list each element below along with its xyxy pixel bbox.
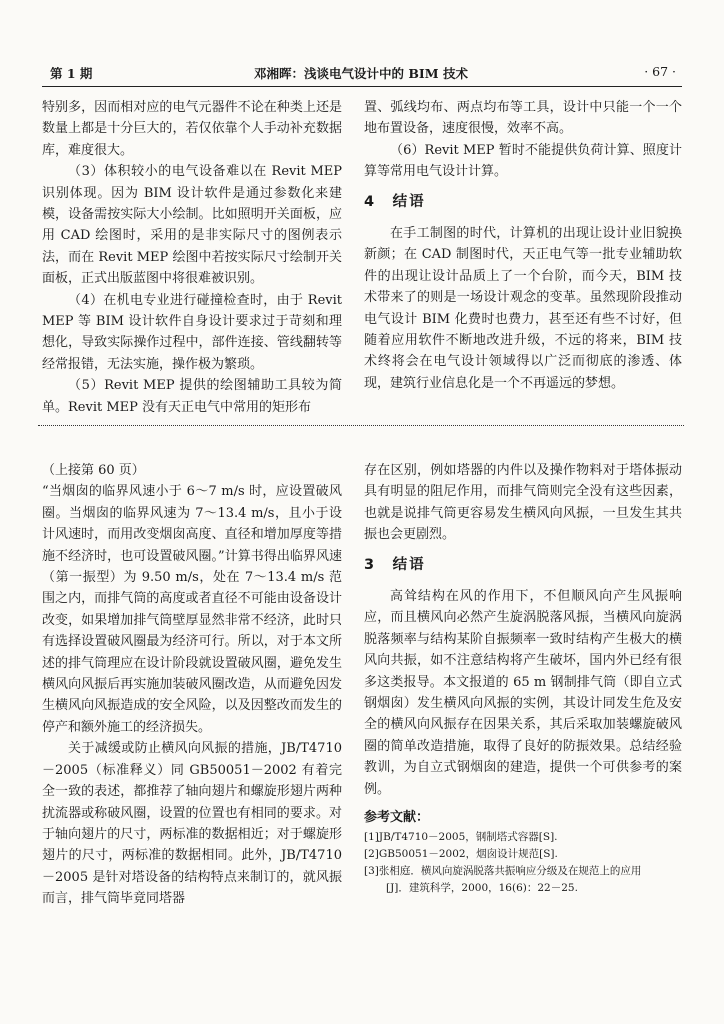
references-list <box>364 829 682 897</box>
reference-item: [2]GB50051－2002，烟囱设计规范[S]. <box>364 847 558 860</box>
paragraph: “当烟囱的临界风速小于 6～7 m/s 时，应设置破风圈。当烟囱的临界风速为 7～13.4 m/s，且小于设计风速时，而用改变烟囱高度、直径和增加厚度等措施不经济时，也可设置破风圈。”计算书得出临界风速（第一振型）为 9.50 m/s，处在 7～13.4 m/s 范围之内，而排气筒的高度或者直径不可能由设备设计改变，如果增加排气筒壁厚显然非常不经济，此时只有选择设置破风圈最为经济可行。所以，对于本文所述的排气筒理应在设计阶段就设置破风圈，避免发生横风向风振后再实施加装破风圈改造，从而避免因发生横风向风振造成的安全风险，以及因整改而发生的停产和额外施工的经济损失。 <box>42 484 342 735</box>
header-rule <box>42 86 682 87</box>
paragraph: （5）Revit MEP 提供的绘图辅助工具较为简单。Revit MEP 没有天正电气中常用的矩形布 <box>42 378 342 415</box>
running-header <box>42 64 680 84</box>
paragraph: 存在区别，例如塔器的内件以及操作物料对于塔体振动具有明显的阻尼作用，而排气筒则完全没有这些因素，也就是说排气筒更容易发生横风向风振，一旦发生其共振也会更剧烈。 <box>364 463 682 543</box>
references-heading: 参考文献： <box>364 810 430 826</box>
lower-left-column <box>42 460 342 910</box>
upper-left-column <box>42 97 342 418</box>
reference-item: [3]张相庭．横风向旋涡脱落共振响应分级及在规范上的应用 <box>364 864 642 877</box>
paragraph: （3）体积较小的电气设备难以在 Revit MEP 识别体现。因为 BIM 设计软件是通过参数化来建模，设备需按实际大小绘制。比如照明开关面板，应用 CAD 绘图时，采用的是非实际尺寸的图例表示法，而在 Revit MEP 绘图中若按实际尺寸绘制开关面板，正式出版蓝图中将很难被识别。 <box>42 164 342 287</box>
continuation-note: （上接第 60 页） <box>42 463 145 478</box>
section-heading: 3 结语 <box>364 556 426 573</box>
reference-item: [1]JB/T4710－2005，钢制塔式容器[S]. <box>364 830 558 843</box>
paragraph: 关于减缓或防止横风向风振的措施，JB/T4710－2005（标准释义）同 GB50051－2002 有着完全一致的表述，都推荐了轴向翅片和螺旋形翅片两种扰流器或称破风圈，设置的位置也有相同的要求。对于轴向翅片的尺寸，两标准的数据相近；对于螺旋形翅片的尺寸，两标准的数据相同。此外，JB/T4710－2005 是针对塔设备的结构特点来制订的，就风振而言，排气筒毕竟同塔器 <box>42 741 342 907</box>
paragraph: （4）在机电专业进行碰撞检查时，由于 Revit MEP 等 BIM 设计软件自身设计要求过于苛刻和理想化，导致实际操作过程中，部件连接、管线翻转等经常报错，无法实施，操作极为繁琐。 <box>42 292 342 372</box>
paragraph: 特别多，因而相对应的电气元器件不论在种类上还是数量上都是十分巨大的，若仅依靠个人手动补充数据库，难度很大。 <box>42 100 342 158</box>
upper-right-column <box>364 97 682 394</box>
reference-item-continued: [J]．建筑科学，2000，16(6)：22－25. <box>386 881 578 894</box>
paragraph: 在手工制图的时代，计算机的出现让设计业旧貌换新颜；在 CAD 制图时代，天正电气等一批专业辅助软件的出现让设计品质上了一个台阶，而今天，BIM 技术带来了的则是一场设计观念的变革。虽然现阶段推动电气设计 BIM 化费时也费力，甚至还有些不讨好，但随着应用软件不断地改进升级，不远的将来，BIM 技术终将会在电气设计领域得以广泛而彻底的渗透、体现，建筑行业信息化是一个不再遥远的梦想。 <box>364 226 682 391</box>
issue-number: 第 1 期 <box>50 66 93 81</box>
lower-right-column <box>364 460 682 897</box>
paragraph: （6）Revit MEP 暂时不能提供负荷计算、照度计算等常用电气设计计算。 <box>364 142 682 180</box>
article-separator <box>38 425 684 426</box>
paragraph: 置、弧线均布、两点均布等工具，设计中只能一个一个地布置设备，速度很慢，效率不高。 <box>364 100 682 137</box>
article-title: 邓湘晖：浅谈电气设计中的 BIM 技术 <box>254 66 468 81</box>
section-heading: 4 结语 <box>364 193 426 210</box>
page-number: · 67 · <box>644 64 676 79</box>
paragraph: 高耸结构在风的作用下，不但顺风向产生风振响应，而且横风向必然产生旋涡脱落风振，当横风向旋涡脱落频率与结构某阶自振频率一致时结构产生极大的横风向共振，如不注意结构将产生破坏，国内外已经有很多这类报导。本文报道的 65 m 钢制排气筒（即自立式钢烟囱）发生横风向风振的实例，其设计同发生危及安全的横风向风振存在因果关系，其后采取加装螺旋破风圈的简单改造措施，取得了良好的防振效果。总结经验教训，为自立式钢烟囱的建造，提供一个可供参考的案例。 <box>364 589 682 797</box>
